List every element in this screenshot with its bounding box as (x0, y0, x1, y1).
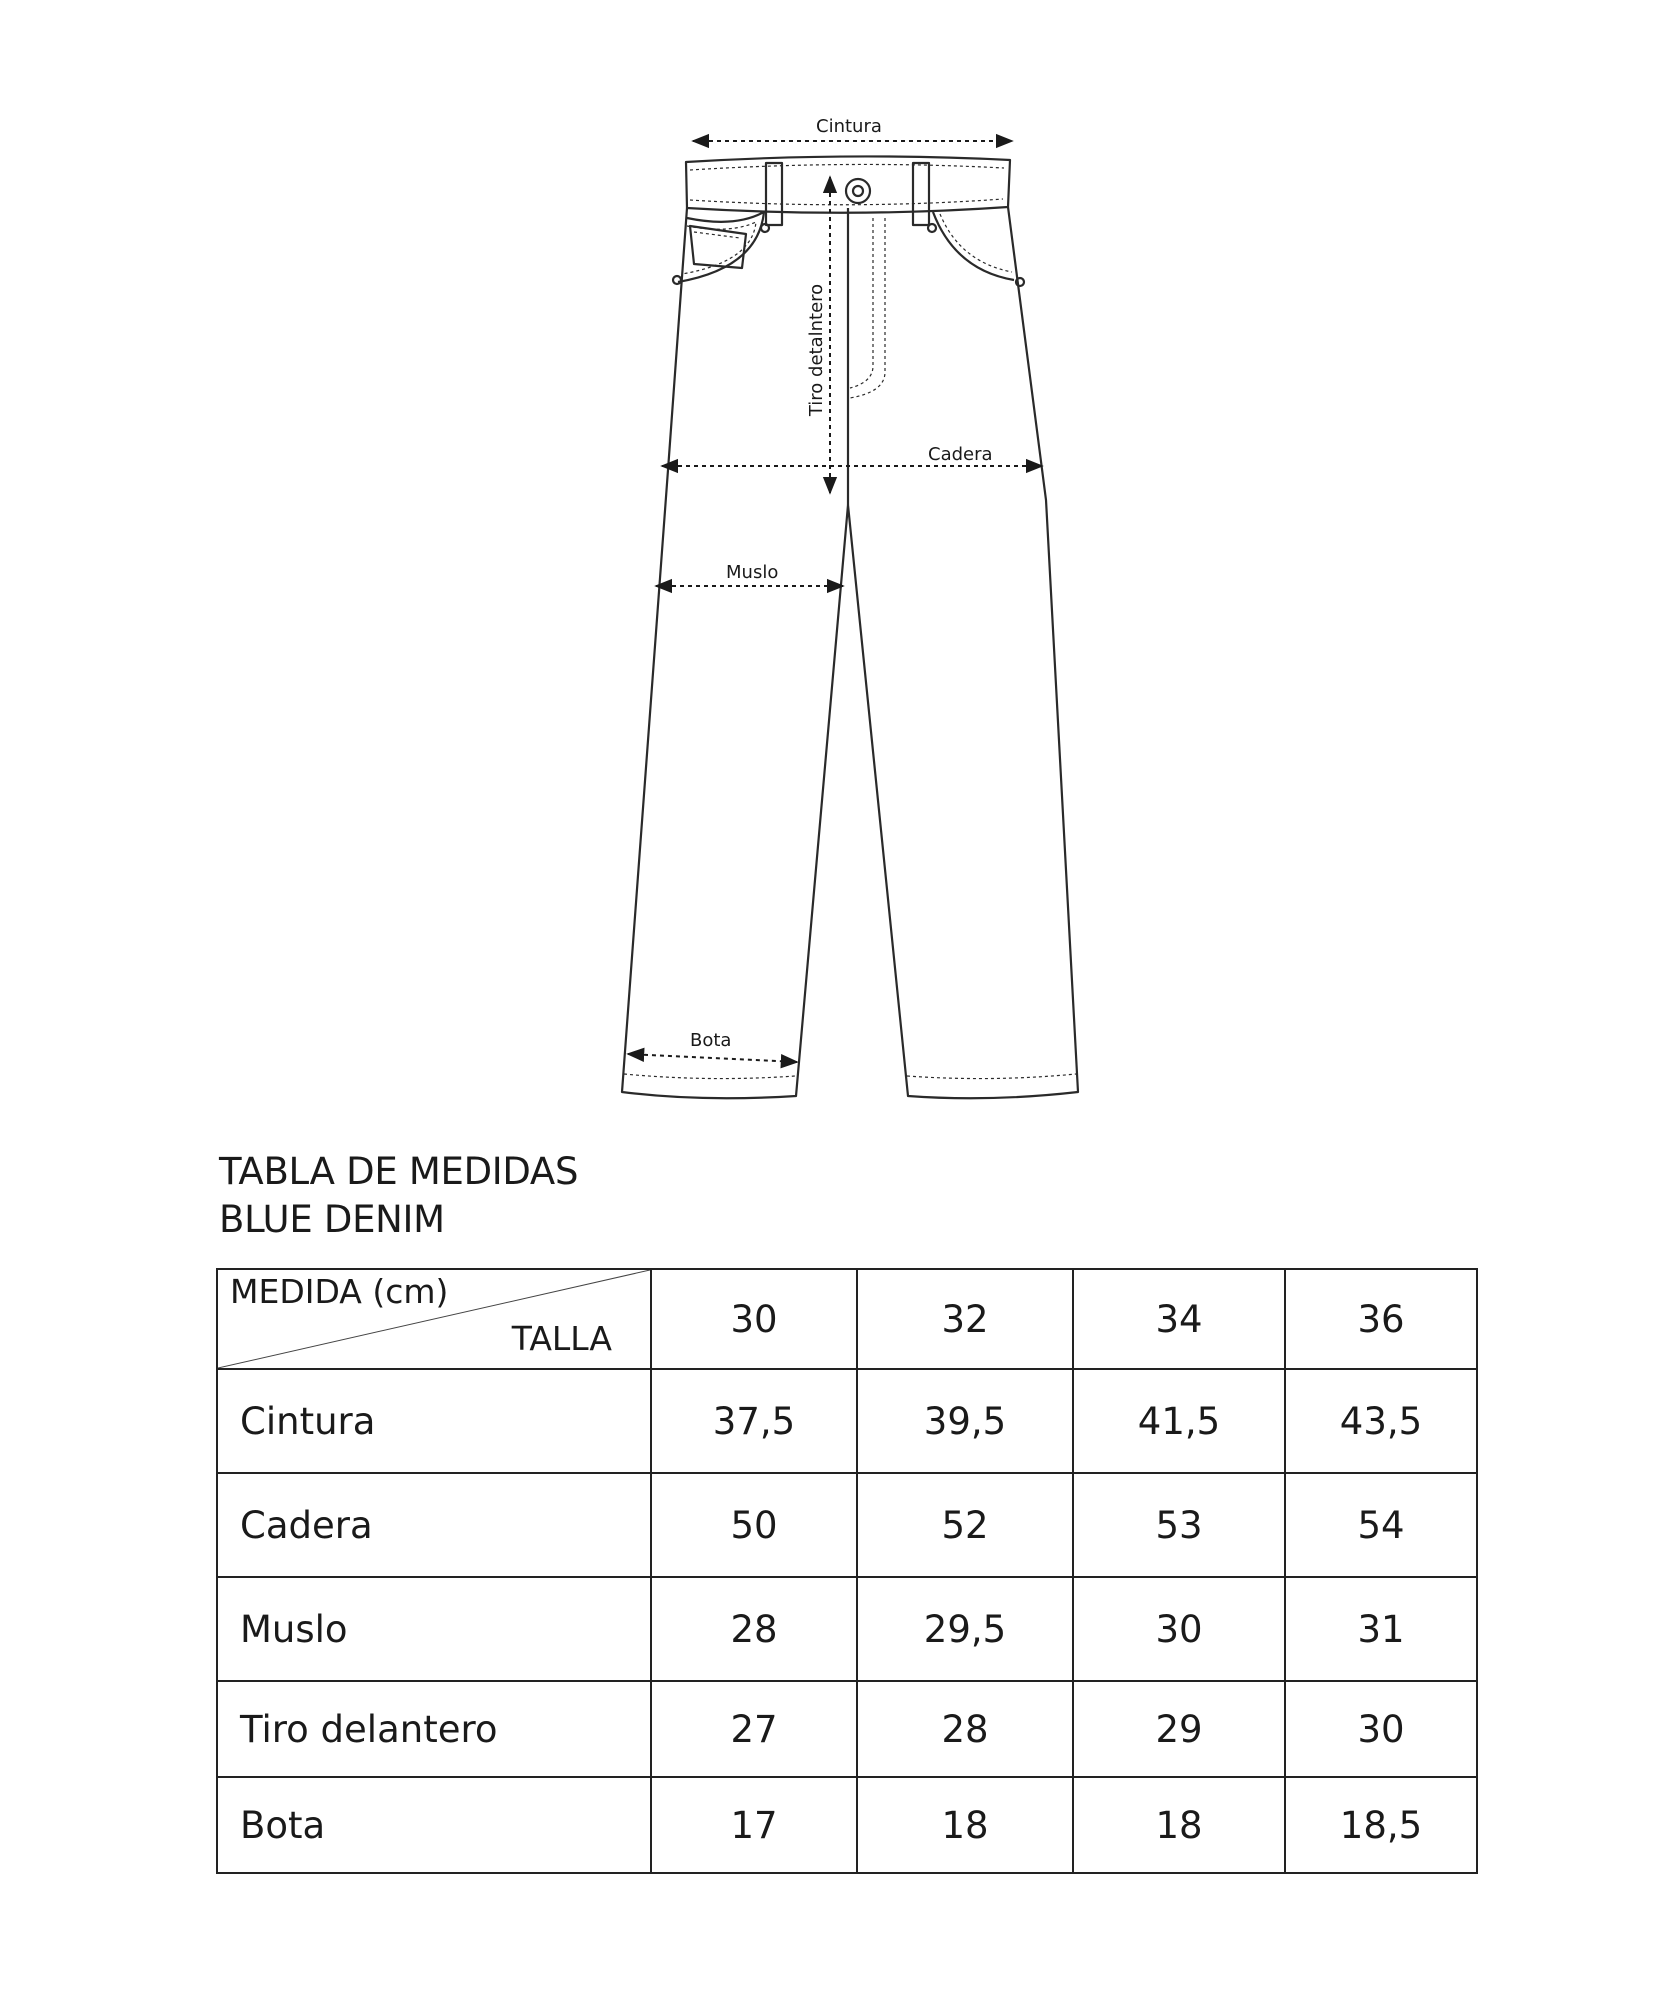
coin-pocket (690, 226, 746, 268)
table-cell: 52 (857, 1473, 1073, 1577)
table-cell: 39,5 (857, 1369, 1073, 1473)
table-cell: 28 (857, 1681, 1073, 1777)
jeans-outline (622, 207, 1078, 1098)
table-cell: 28 (651, 1577, 857, 1681)
table-row (217, 1777, 1477, 1873)
header-row (217, 1269, 1477, 1369)
table-cell: 37,5 (651, 1369, 857, 1473)
table-cell: 30 (1073, 1577, 1285, 1681)
table-cell: 18 (1073, 1777, 1285, 1873)
table-cell: 53 (1073, 1473, 1285, 1577)
table-cell: 31 (1285, 1577, 1477, 1681)
row-label: Tiro delantero (217, 1681, 651, 1777)
row-label: Muslo (217, 1577, 651, 1681)
belt-loop-left (766, 163, 782, 225)
row-label: Cintura (217, 1369, 651, 1473)
chart-title: TABLA DE MEDIDAS (219, 1150, 579, 1193)
row-label: Bota (217, 1777, 651, 1873)
table-cell: 27 (651, 1681, 857, 1777)
table-cell: 18,5 (1285, 1777, 1477, 1873)
jeans-drawing (622, 156, 1078, 1098)
size-header: 30 (651, 1269, 857, 1369)
size-header: 32 (857, 1269, 1073, 1369)
table-row (217, 1681, 1477, 1777)
belt-loop-right (913, 163, 929, 225)
table-cell: 43,5 (1285, 1369, 1477, 1473)
size-table (216, 1268, 1478, 1874)
size-header: 34 (1073, 1269, 1285, 1369)
table-cell: 41,5 (1073, 1369, 1285, 1473)
label-cadera: Cadera (928, 444, 993, 465)
size-header: 36 (1285, 1269, 1477, 1369)
table-row (217, 1577, 1477, 1681)
table-cell: 17 (651, 1777, 857, 1873)
table-cell: 18 (857, 1777, 1073, 1873)
label-bota: Bota (690, 1030, 732, 1051)
table-row (217, 1473, 1477, 1577)
label-tiro: Tiro detalntero (806, 283, 827, 417)
size-label: TALLA (511, 1319, 612, 1358)
row-label: Cadera (217, 1473, 651, 1577)
button (846, 179, 870, 203)
product-name: BLUE DENIM (219, 1198, 445, 1241)
table-row (217, 1369, 1477, 1473)
label-cintura: Cintura (816, 116, 882, 137)
pocket-left (678, 212, 764, 282)
bota-arrow (628, 1054, 797, 1062)
table-cell: 50 (651, 1473, 857, 1577)
table-cell: 29,5 (857, 1577, 1073, 1681)
label-muslo: Muslo (726, 562, 779, 583)
corner-header (217, 1269, 651, 1369)
table-cell: 54 (1285, 1473, 1477, 1577)
table-cell: 30 (1285, 1681, 1477, 1777)
measure-label: MEDIDA (cm) (230, 1272, 449, 1311)
table-cell: 29 (1073, 1681, 1285, 1777)
